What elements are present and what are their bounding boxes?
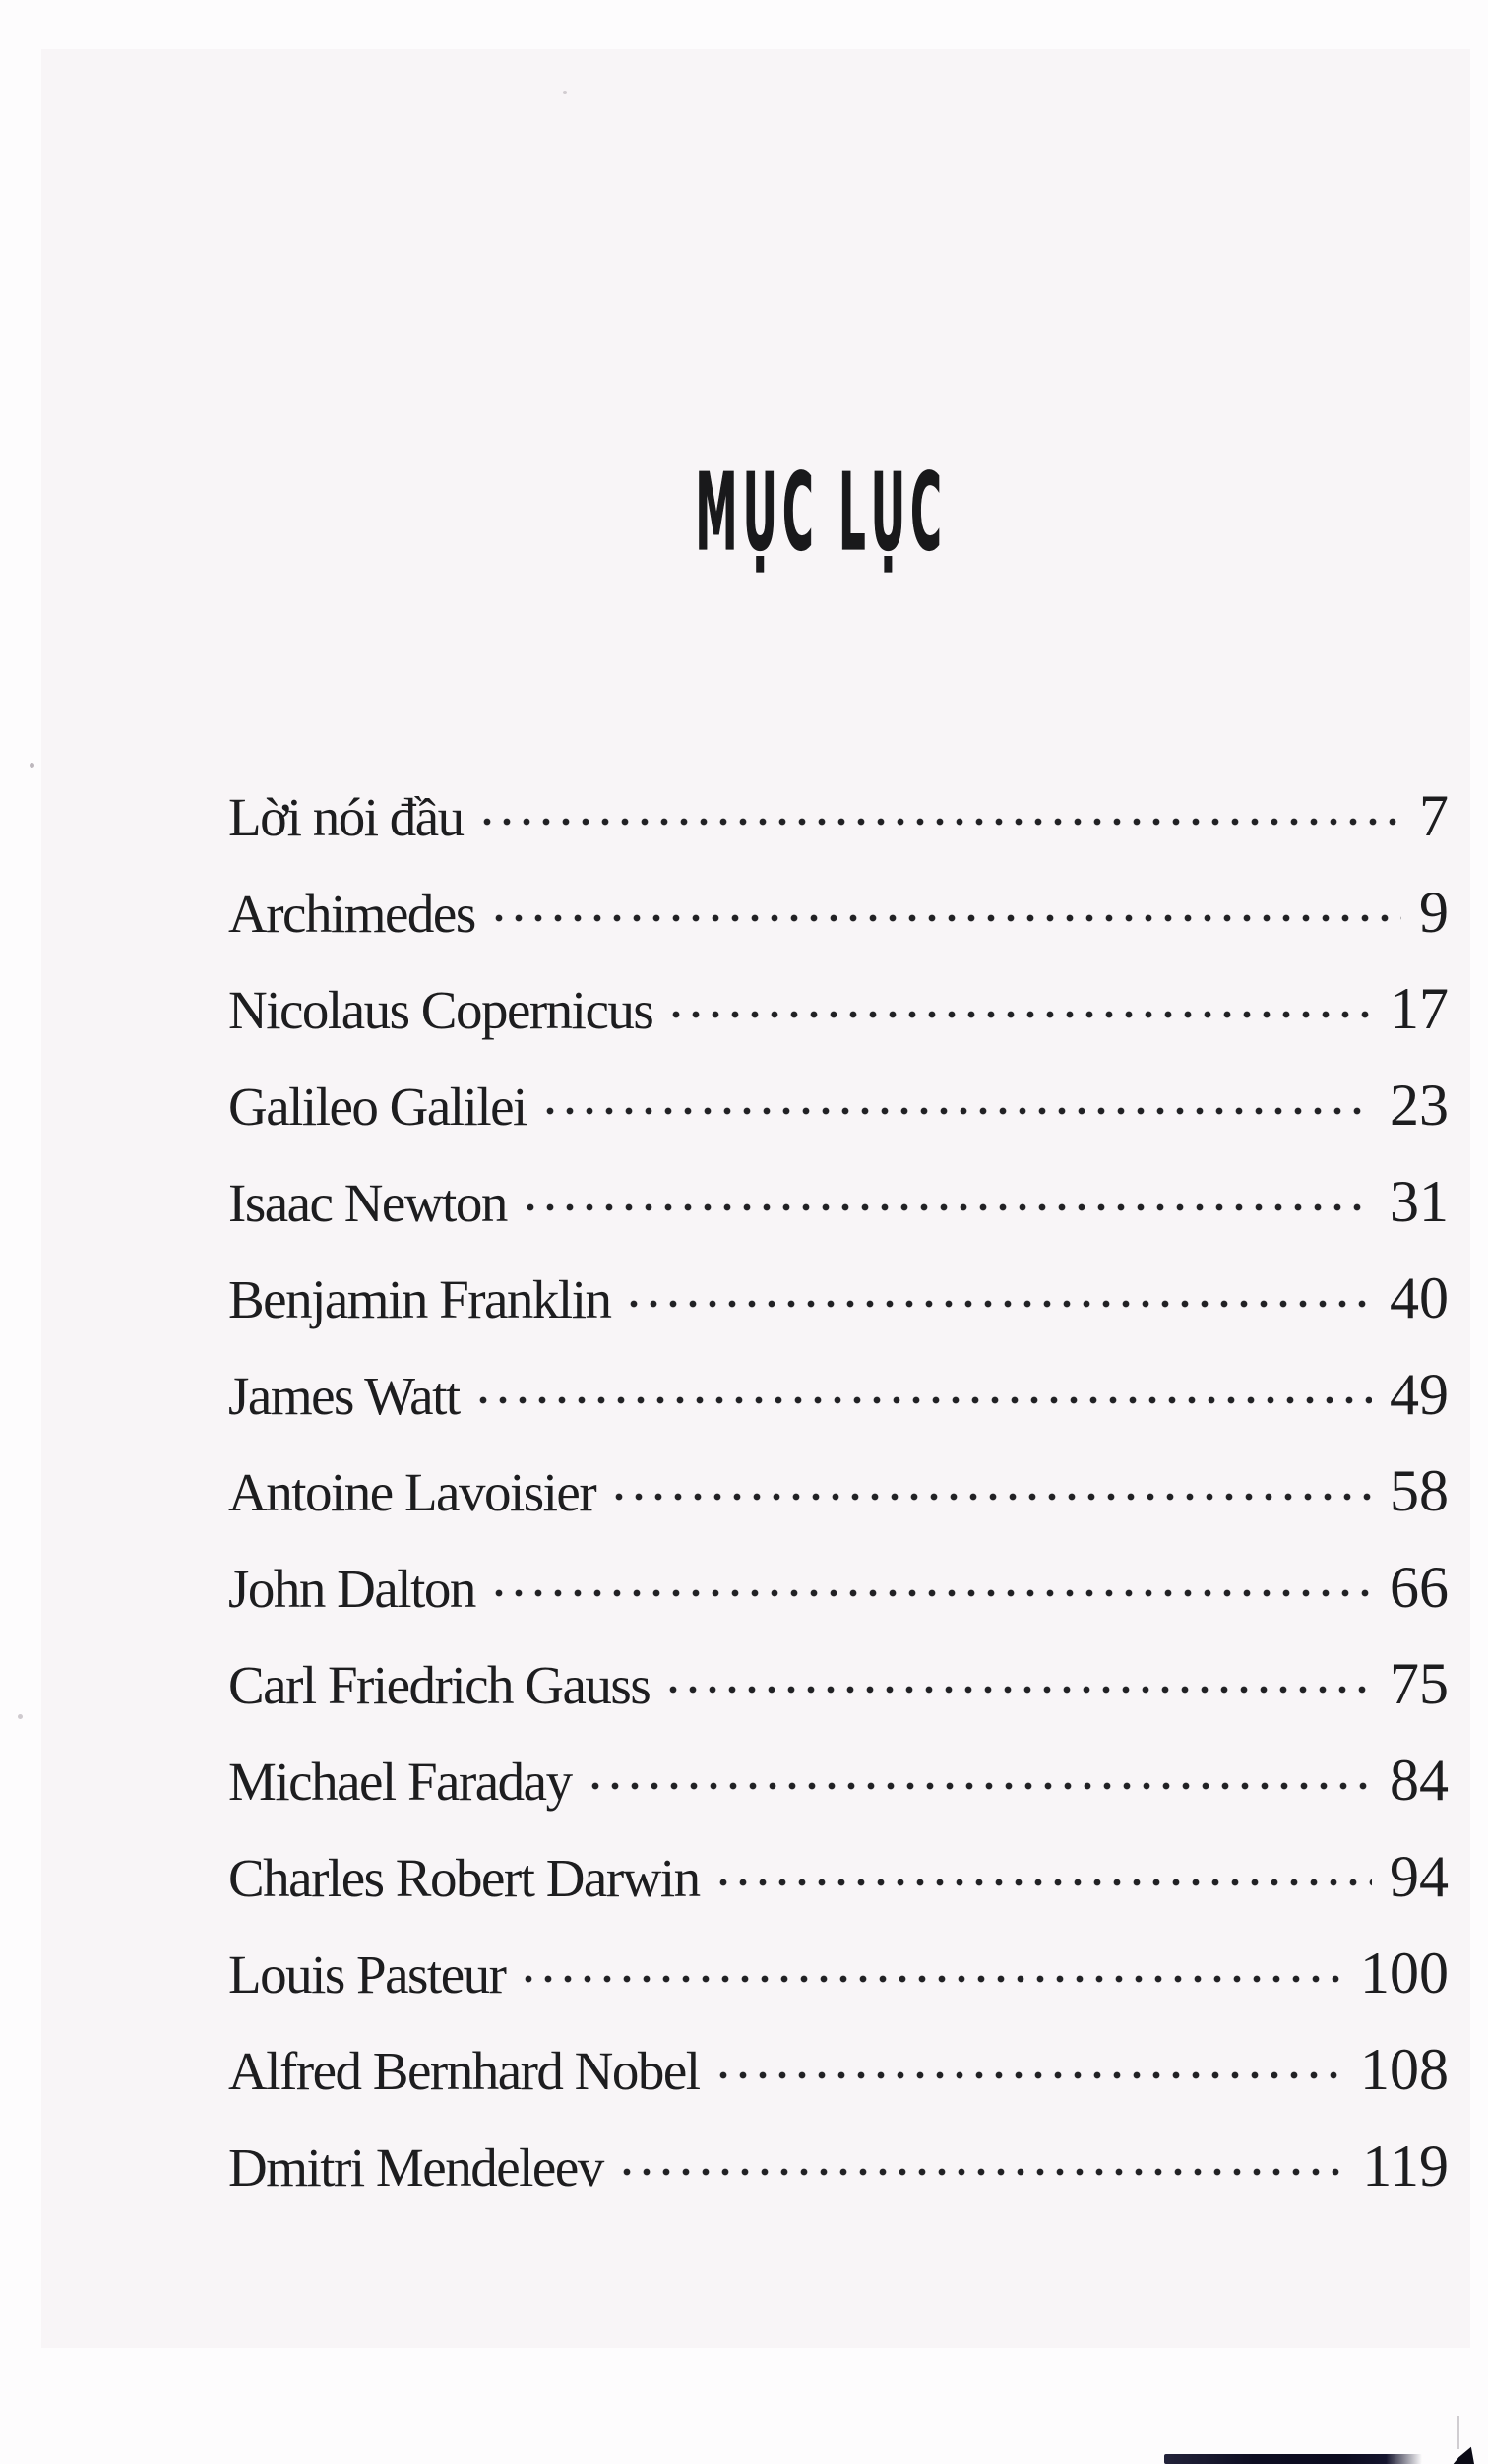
toc-entry-title: Alfred Bernhard Nobel bbox=[228, 2041, 700, 2101]
toc-entry-title: Charles Robert Darwin bbox=[228, 1848, 700, 1908]
dot-leader bbox=[609, 1485, 1372, 1510]
toc-entry-title: Antoine Lavoisier bbox=[228, 1462, 596, 1522]
toc-entry-title: Lời nói đầu bbox=[228, 787, 464, 847]
toc-entry-page-number: 23 bbox=[1390, 1073, 1449, 1138]
toc-entry-title: Isaac Newton bbox=[228, 1173, 507, 1233]
toc-entry-row bbox=[228, 783, 1449, 883]
toc-entry-row bbox=[228, 1265, 1449, 1365]
toc-entry-row bbox=[228, 2133, 1449, 2233]
toc-entry-page-number: 40 bbox=[1390, 1265, 1449, 1330]
toc-entry-page-number: 94 bbox=[1390, 1844, 1449, 1909]
toc-entry-title: John Dalton bbox=[228, 1559, 475, 1619]
dot-leader bbox=[666, 1003, 1372, 1028]
scan-artifact-corner-wedge bbox=[1449, 2446, 1474, 2464]
toc-entry-row bbox=[228, 1169, 1449, 1268]
toc-entry-page-number: 100 bbox=[1360, 1940, 1449, 2005]
dot-leader bbox=[521, 1196, 1372, 1221]
toc-entry-title: Carl Friedrich Gauss bbox=[228, 1655, 651, 1715]
toc-entry-row bbox=[228, 2037, 1449, 2136]
scanned-book-page bbox=[41, 49, 1470, 2348]
dot-leader bbox=[617, 2160, 1344, 2186]
toc-entry-page-number: 75 bbox=[1390, 1651, 1449, 1716]
toc-entry-title: Michael Faraday bbox=[228, 1752, 572, 1812]
toc-entry-title: Nicolaus Copernicus bbox=[228, 980, 653, 1040]
toc-entry-page-number: 108 bbox=[1360, 2037, 1449, 2102]
toc-entry-page-number: 119 bbox=[1362, 2133, 1449, 2198]
toc-entry-row bbox=[228, 976, 1449, 1076]
toc-entry-page-number: 9 bbox=[1419, 880, 1449, 945]
toc-entry-row bbox=[228, 1555, 1449, 1654]
dot-leader bbox=[473, 1388, 1372, 1414]
toc-entry-row bbox=[228, 1748, 1449, 1847]
scan-speck bbox=[30, 763, 34, 768]
toc-entry-page-number: 84 bbox=[1390, 1748, 1449, 1813]
toc-entry-title: Galileo Galilei bbox=[228, 1077, 527, 1137]
dot-leader bbox=[477, 810, 1401, 835]
scan-speck bbox=[18, 1714, 23, 1719]
dot-leader bbox=[663, 1678, 1372, 1703]
toc-entry-row bbox=[228, 1940, 1449, 2040]
toc-entry-page-number: 58 bbox=[1390, 1458, 1449, 1523]
toc-entry-title: Dmitri Mendeleev bbox=[228, 2137, 603, 2197]
scan-speck bbox=[563, 91, 567, 94]
toc-entry-row bbox=[228, 880, 1449, 979]
toc-entry-page-number: 49 bbox=[1390, 1362, 1449, 1427]
toc-entry-title: Benjamin Franklin bbox=[228, 1269, 611, 1329]
toc-list bbox=[228, 783, 1449, 2233]
scan-artifact-bottom-bar bbox=[1164, 2454, 1422, 2464]
dot-leader bbox=[713, 1871, 1372, 1896]
toc-entry-row bbox=[228, 1844, 1449, 1943]
dot-leader bbox=[540, 1099, 1372, 1125]
toc-entry-row bbox=[228, 1651, 1449, 1751]
toc-entry-title: Louis Pasteur bbox=[228, 1944, 506, 2004]
dot-leader bbox=[586, 1774, 1372, 1800]
toc-entry-title: Archimedes bbox=[228, 884, 475, 944]
toc-entry-title: James Watt bbox=[228, 1366, 460, 1426]
dot-leader bbox=[489, 1581, 1372, 1607]
scan-artifact-edge-line bbox=[1457, 2416, 1459, 2449]
dot-leader bbox=[713, 2064, 1342, 2089]
toc-entry-page-number: 66 bbox=[1390, 1555, 1449, 1620]
page-title bbox=[77, 452, 1488, 575]
dot-leader bbox=[489, 906, 1401, 932]
toc-entry-row bbox=[228, 1362, 1449, 1461]
toc-entry-row bbox=[228, 1458, 1449, 1558]
dot-leader bbox=[624, 1292, 1372, 1318]
toc-entry-row bbox=[228, 1073, 1449, 1172]
toc-entry-page-number: 17 bbox=[1390, 976, 1449, 1041]
toc-entry-page-number: 7 bbox=[1419, 783, 1449, 848]
toc-entry-page-number: 31 bbox=[1390, 1169, 1449, 1234]
dot-leader bbox=[519, 1967, 1342, 1993]
page-title-text: MỤC LỤC bbox=[695, 452, 947, 575]
